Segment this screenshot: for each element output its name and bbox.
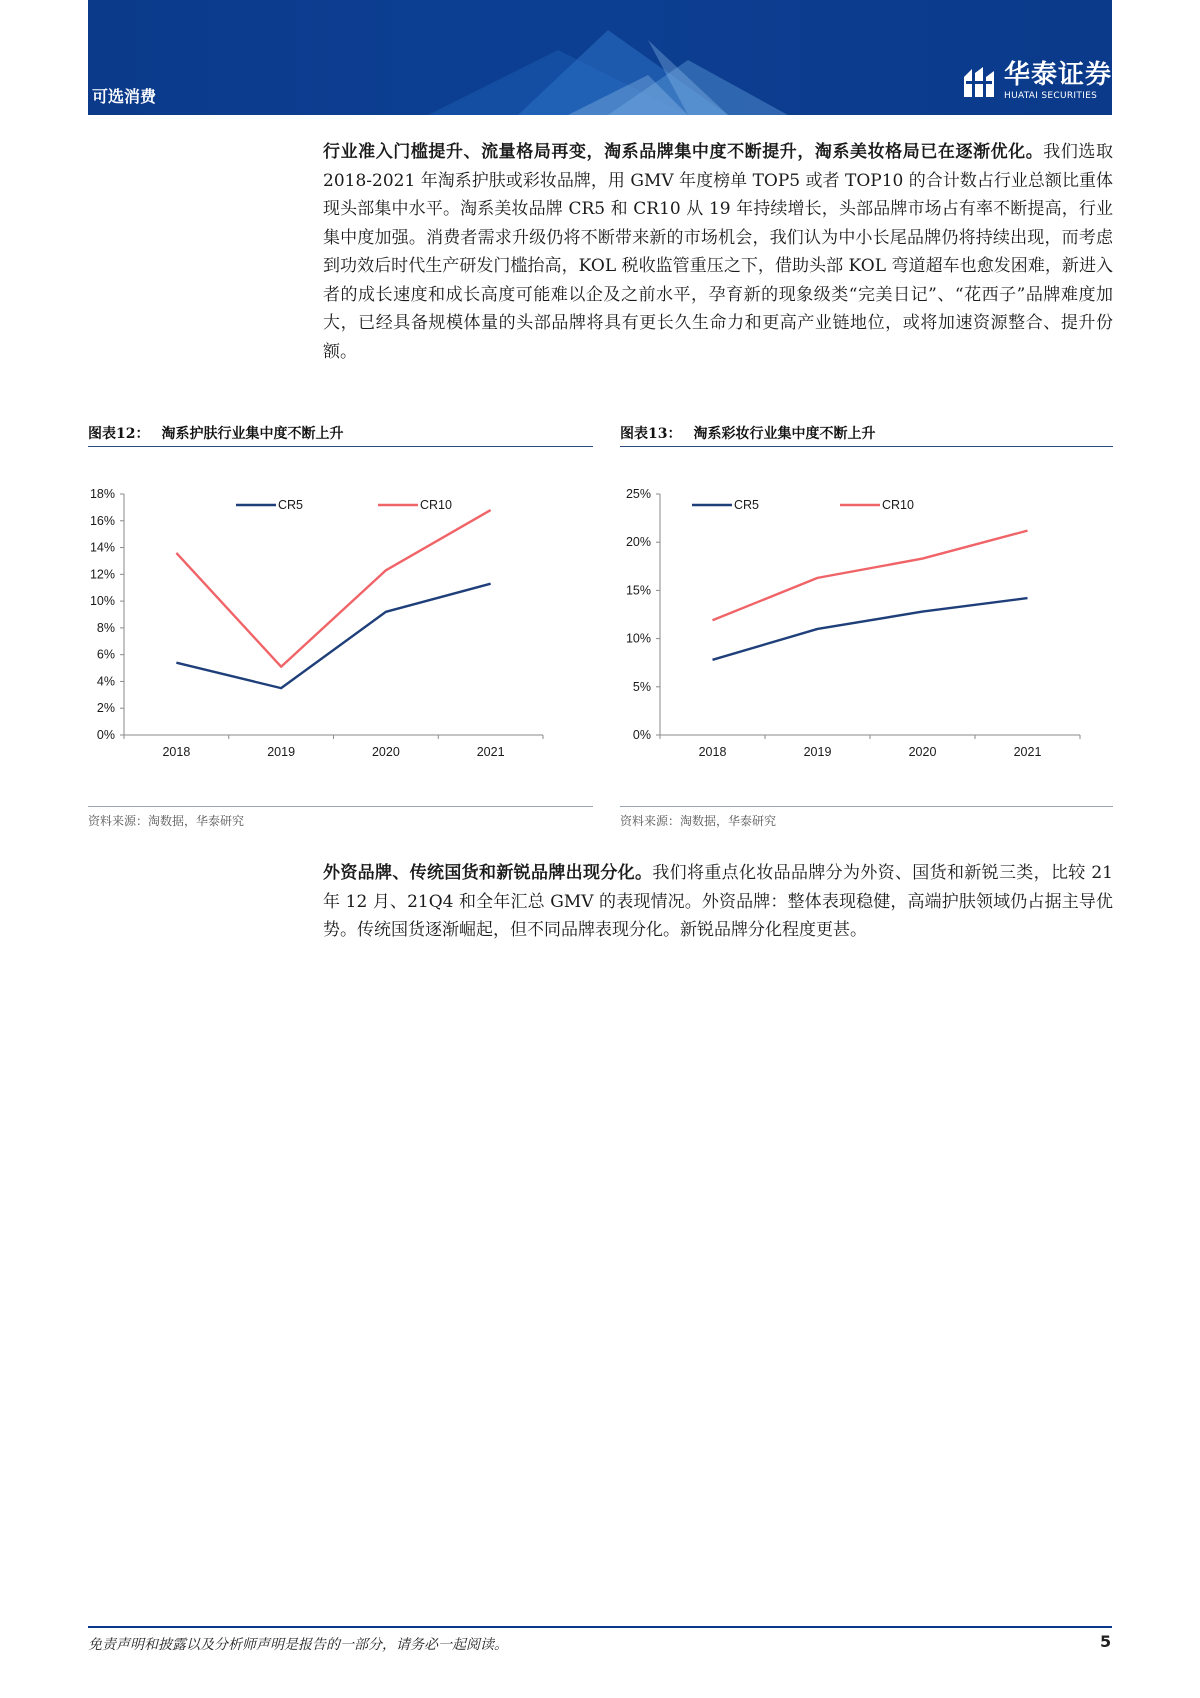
series-line-cr5 — [713, 598, 1028, 660]
figure-12-source: 资料来源：淘数据，华泰研究 — [88, 814, 245, 828]
x-tick-label: 2020 — [908, 745, 937, 759]
x-tick-label: 2021 — [1013, 745, 1042, 759]
figure-13-title — [620, 423, 1113, 447]
logo-text-en: HUATAI SECURITIES — [1004, 91, 1098, 101]
y-tick-label: 5% — [632, 679, 651, 694]
legend-label-cr5: CR5 — [278, 498, 304, 512]
y-tick-label: 25% — [625, 487, 651, 501]
header-band — [88, 0, 1112, 115]
figure-number: 图表12： — [88, 426, 150, 442]
figure-number: 图表13： — [620, 426, 682, 442]
figure-divider — [88, 806, 593, 807]
paragraph-body: 我们将重点化妆品品牌分为外资、国货和新锐三类，比较 21 年 12 月、21Q4 和全年汇总 GMV 的表现情况。外资品牌：整体表现稳健，高端护肤领域仍占据主导优势。传统国货逐渐崛起，但不同品牌表现分化。新锐品牌分化程度更甚。 — [323, 863, 1114, 940]
huatai-logo-icon — [962, 65, 996, 99]
legend-label-cr10: CR10 — [420, 498, 452, 512]
figure-caption: 淘系彩妆行业集中度不断上升 — [693, 426, 876, 442]
paragraph-brand-divergence — [323, 859, 1113, 945]
paragraph-lead: 外资品牌、传统国货和新锐品牌出现分化。 — [323, 863, 653, 883]
footer-rule — [88, 1626, 1112, 1628]
figure-divider — [620, 806, 1113, 807]
y-tick-label: 0% — [632, 728, 651, 742]
x-tick-label: 2020 — [371, 745, 400, 759]
logo-text-cn: 华泰证券 — [1004, 60, 1113, 90]
footer-disclaimer: 免责声明和披露以及分析师声明是报告的一部分，请务必一起阅读。 — [88, 1637, 508, 1653]
page-number: 5 — [1100, 1632, 1112, 1651]
y-tick-label: 10% — [625, 631, 651, 646]
legend-label-cr10: CR10 — [882, 498, 914, 512]
figure-12-title — [88, 423, 593, 447]
chart-svg — [88, 480, 593, 780]
y-tick-label: 18% — [89, 487, 115, 501]
y-tick-label: 12% — [89, 567, 115, 582]
x-tick-label: 2021 — [476, 745, 505, 759]
x-tick-label: 2018 — [698, 745, 727, 759]
legend-label-cr5: CR5 — [734, 498, 760, 512]
y-tick-label: 15% — [625, 583, 651, 598]
paragraph-concentration — [323, 138, 1113, 366]
y-tick-label: 14% — [89, 540, 115, 555]
y-tick-label: 10% — [89, 594, 115, 609]
y-tick-label: 20% — [625, 535, 651, 550]
chart-skincare-concentration — [88, 480, 593, 780]
series-line-cr5 — [176, 584, 490, 688]
figure-caption: 淘系护肤行业集中度不断上升 — [161, 426, 344, 442]
figure-13-source: 资料来源：淘数据，华泰研究 — [620, 814, 777, 828]
y-tick-label: 4% — [96, 674, 115, 689]
brand-logo — [962, 62, 1112, 101]
y-tick-label: 8% — [96, 620, 115, 635]
header-decoration — [88, 0, 1112, 115]
x-tick-label: 2019 — [267, 745, 296, 759]
paragraph-body: 我们选取 2018-2021 年淘系护肤或彩妆品牌，用 GMV 年度榜单 TOP5 或者 TOP10 的合计数占行业总额比重体现头部集中水平。淘系美妆品牌 CR5 和 CR10 从 19 年持续增长，头部品牌市场占有率不断提高，行业集中度加强。消费者需求升级仍将不断带来新的市场机会，我们认为中小长尾品牌仍将持续出现，而考虑到功效后时代生产研发门槛抬高，KOL 税收监管重压之下，借助头部 KOL 弯道超车也愈发困难，新进入者的成长速度和成长高度可能难以企及之前水平，孕育新的现象级类“完美日记”、“花西子”品牌难度加大，已经具备规模体量的头部品牌将具有更长久生命力和更高产业链地位，或将加速资源整合、提升份额。 — [323, 142, 1114, 362]
chart-svg — [620, 480, 1113, 780]
y-tick-label: 6% — [96, 647, 115, 662]
chart-makeup-concentration — [620, 480, 1113, 780]
y-tick-label: 0% — [96, 728, 115, 742]
x-tick-label: 2019 — [803, 745, 832, 759]
y-tick-label: 16% — [89, 513, 115, 528]
series-line-cr10 — [176, 510, 490, 667]
x-tick-label: 2018 — [162, 745, 191, 759]
series-line-cr10 — [713, 531, 1028, 621]
section-name: 可选消费 — [92, 87, 157, 106]
y-tick-label: 2% — [96, 701, 115, 716]
paragraph-lead: 行业准入门槛提升、流量格局再变，淘系品牌集中度不断提升，淘系美妆格局已在逐渐优化。 — [323, 142, 1044, 162]
